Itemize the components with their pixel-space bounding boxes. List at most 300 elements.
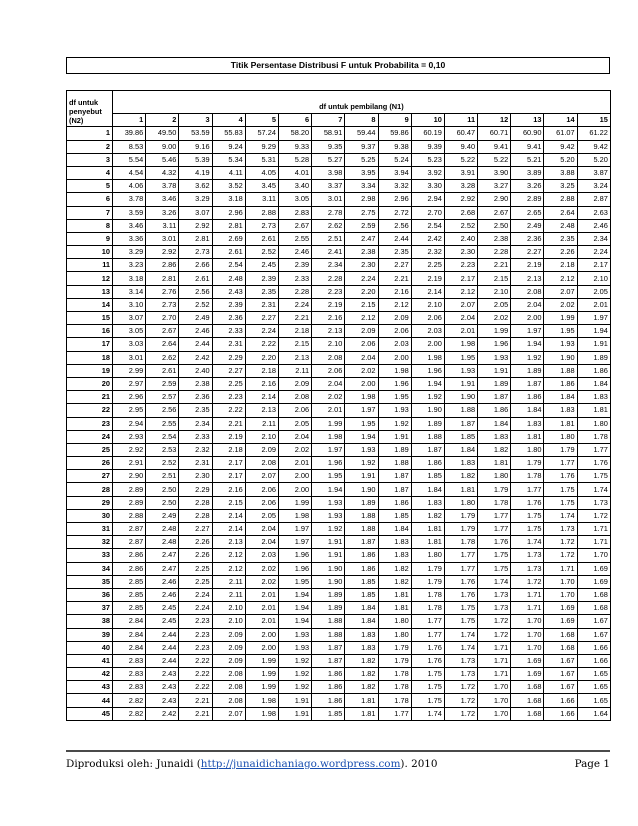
value-cell: 1.71 (478, 654, 511, 667)
table-row (67, 654, 611, 667)
column-header: 8 (345, 114, 378, 127)
value-cell: 2.62 (312, 219, 345, 232)
value-cell: 2.70 (411, 206, 444, 219)
value-cell: 2.10 (312, 338, 345, 351)
row-df2-cell: 19 (67, 364, 113, 377)
value-cell: 2.04 (312, 377, 345, 390)
value-cell: 1.96 (478, 338, 511, 351)
value-cell: 2.69 (212, 232, 245, 245)
value-cell: 1.88 (312, 628, 345, 641)
table-row (67, 219, 611, 232)
row-df2-cell: 5 (67, 180, 113, 193)
value-cell: 1.94 (577, 325, 610, 338)
value-cell: 1.89 (312, 588, 345, 601)
value-cell: 1.73 (511, 549, 544, 562)
value-cell: 2.22 (245, 338, 278, 351)
value-cell: 1.87 (378, 470, 411, 483)
value-cell: 2.04 (444, 312, 477, 325)
value-cell: 55.83 (212, 127, 245, 140)
value-cell: 2.44 (146, 628, 179, 641)
value-cell: 2.52 (444, 219, 477, 232)
value-cell: 2.15 (212, 496, 245, 509)
value-cell: 2.39 (212, 298, 245, 311)
value-cell: 2.84 (113, 628, 146, 641)
value-cell: 53.59 (179, 127, 212, 140)
value-cell: 1.87 (345, 536, 378, 549)
df1-header: df untuk pembilang (N1) (113, 91, 611, 114)
footer-divider (66, 750, 610, 752)
value-cell: 9.41 (511, 140, 544, 153)
value-cell: 2.62 (146, 351, 179, 364)
value-cell: 3.26 (146, 206, 179, 219)
value-cell: 1.75 (544, 483, 577, 496)
table-row (67, 483, 611, 496)
value-cell: 2.94 (411, 193, 444, 206)
value-cell: 2.83 (278, 206, 311, 219)
value-cell: 1.91 (378, 430, 411, 443)
value-cell: 2.83 (113, 668, 146, 681)
value-cell: 2.48 (212, 272, 245, 285)
value-cell: 2.02 (278, 443, 311, 456)
value-cell: 9.16 (179, 140, 212, 153)
value-cell: 1.82 (378, 562, 411, 575)
value-cell: 59.44 (345, 127, 378, 140)
value-cell: 2.31 (179, 457, 212, 470)
value-cell: 2.43 (146, 668, 179, 681)
value-cell: 1.77 (577, 443, 610, 456)
value-cell: 3.07 (179, 206, 212, 219)
table-row (67, 312, 611, 325)
value-cell: 1.85 (312, 707, 345, 720)
value-cell: 1.86 (345, 549, 378, 562)
value-cell: 2.84 (113, 615, 146, 628)
value-cell: 1.87 (312, 641, 345, 654)
value-cell: 1.75 (411, 668, 444, 681)
value-cell: 2.28 (312, 272, 345, 285)
value-cell: 1.78 (444, 536, 477, 549)
value-cell: 1.68 (544, 641, 577, 654)
value-cell: 2.47 (146, 549, 179, 562)
value-cell: 1.89 (378, 443, 411, 456)
value-cell: 1.82 (444, 470, 477, 483)
value-cell: 1.71 (478, 668, 511, 681)
value-cell: 2.64 (544, 206, 577, 219)
value-cell: 1.84 (378, 523, 411, 536)
value-cell: 1.67 (577, 615, 610, 628)
value-cell: 2.44 (378, 232, 411, 245)
value-cell: 1.96 (378, 377, 411, 390)
value-cell: 3.28 (444, 180, 477, 193)
value-cell: 1.83 (378, 549, 411, 562)
table-row (67, 153, 611, 166)
value-cell: 2.50 (146, 483, 179, 496)
value-cell: 1.99 (544, 312, 577, 325)
value-cell: 2.01 (245, 615, 278, 628)
value-cell: 1.86 (511, 391, 544, 404)
value-cell: 2.46 (577, 219, 610, 232)
value-cell: 2.34 (577, 232, 610, 245)
value-cell: 1.75 (544, 496, 577, 509)
value-cell: 2.32 (179, 443, 212, 456)
value-cell: 1.84 (478, 417, 511, 430)
value-cell: 2.16 (378, 285, 411, 298)
value-cell: 2.02 (245, 562, 278, 575)
value-cell: 2.90 (113, 470, 146, 483)
value-cell: 1.69 (544, 602, 577, 615)
value-cell: 2.61 (212, 246, 245, 259)
value-cell: 3.90 (478, 166, 511, 179)
row-df2-cell: 40 (67, 641, 113, 654)
value-cell: 2.55 (146, 417, 179, 430)
value-cell: 2.67 (146, 325, 179, 338)
value-cell: 2.18 (245, 364, 278, 377)
row-df2-cell: 37 (67, 602, 113, 615)
value-cell: 2.33 (179, 430, 212, 443)
value-cell: 2.38 (345, 246, 378, 259)
value-cell: 1.85 (345, 588, 378, 601)
value-cell: 2.10 (212, 615, 245, 628)
value-cell: 2.55 (278, 232, 311, 245)
value-cell: 5.31 (245, 153, 278, 166)
value-cell: 2.92 (444, 193, 477, 206)
value-cell: 3.87 (577, 166, 610, 179)
value-cell: 2.26 (544, 246, 577, 259)
row-df2-cell: 34 (67, 562, 113, 575)
value-cell: 4.06 (113, 180, 146, 193)
value-cell: 1.73 (577, 496, 610, 509)
table-row (67, 140, 611, 153)
value-cell: 2.23 (444, 259, 477, 272)
value-cell: 2.29 (179, 483, 212, 496)
value-cell: 2.61 (179, 272, 212, 285)
value-cell: 2.29 (212, 351, 245, 364)
value-cell: 2.68 (444, 206, 477, 219)
value-cell: 2.59 (345, 219, 378, 232)
row-df2-cell: 9 (67, 232, 113, 245)
table-row (67, 562, 611, 575)
value-cell: 2.35 (179, 404, 212, 417)
value-cell: 2.46 (146, 588, 179, 601)
value-cell: 2.52 (146, 457, 179, 470)
value-cell: 1.79 (478, 483, 511, 496)
value-cell: 2.85 (113, 588, 146, 601)
value-cell: 1.75 (478, 562, 511, 575)
value-cell: 5.25 (345, 153, 378, 166)
value-cell: 1.84 (345, 615, 378, 628)
value-cell: 1.91 (577, 338, 610, 351)
value-cell: 1.75 (511, 509, 544, 522)
value-cell: 2.06 (411, 312, 444, 325)
table-row (67, 496, 611, 509)
value-cell: 1.83 (577, 391, 610, 404)
value-cell: 1.79 (411, 562, 444, 575)
value-cell: 1.86 (378, 496, 411, 509)
value-cell: 2.25 (212, 377, 245, 390)
value-cell: 2.45 (146, 602, 179, 615)
value-cell: 2.10 (577, 272, 610, 285)
table-row (67, 457, 611, 470)
value-cell: 2.73 (179, 246, 212, 259)
value-cell: 3.26 (511, 180, 544, 193)
value-cell: 1.94 (411, 377, 444, 390)
value-cell: 1.66 (544, 707, 577, 720)
value-cell: 2.19 (212, 430, 245, 443)
value-cell: 1.80 (511, 443, 544, 456)
value-cell: 2.17 (212, 457, 245, 470)
value-cell: 1.93 (312, 496, 345, 509)
value-cell: 2.02 (478, 312, 511, 325)
value-cell: 2.44 (146, 641, 179, 654)
value-cell: 1.71 (577, 536, 610, 549)
value-cell: 2.19 (511, 259, 544, 272)
value-cell: 2.35 (544, 232, 577, 245)
value-cell: 2.21 (278, 312, 311, 325)
value-cell: 4.11 (212, 166, 245, 179)
value-cell: 1.69 (577, 562, 610, 575)
value-cell: 2.02 (544, 298, 577, 311)
value-cell: 2.85 (113, 575, 146, 588)
table-row (67, 523, 611, 536)
value-cell: 1.65 (577, 681, 610, 694)
value-cell: 1.81 (444, 483, 477, 496)
value-cell: 1.79 (444, 509, 477, 522)
value-cell: 1.81 (345, 694, 378, 707)
value-cell: 1.75 (411, 694, 444, 707)
table-row (67, 549, 611, 562)
footer-link[interactable]: http://junaidichaniago.wordpress.com (200, 758, 401, 770)
row-df2-cell: 4 (67, 166, 113, 179)
value-cell: 1.78 (378, 681, 411, 694)
value-cell: 1.93 (378, 404, 411, 417)
value-cell: 2.48 (146, 536, 179, 549)
value-cell: 2.14 (245, 391, 278, 404)
value-cell: 1.75 (411, 681, 444, 694)
value-cell: 3.52 (212, 180, 245, 193)
value-cell: 2.13 (312, 325, 345, 338)
table-row (67, 470, 611, 483)
table-row (67, 272, 611, 285)
value-cell: 2.56 (378, 219, 411, 232)
value-cell: 3.01 (312, 193, 345, 206)
value-cell: 3.98 (312, 166, 345, 179)
value-cell: 1.93 (345, 443, 378, 456)
value-cell: 2.04 (345, 351, 378, 364)
value-cell: 1.88 (345, 509, 378, 522)
value-cell: 2.23 (312, 285, 345, 298)
value-cell: 2.91 (113, 457, 146, 470)
value-cell: 1.74 (544, 509, 577, 522)
value-cell: 1.80 (478, 470, 511, 483)
value-cell: 1.79 (378, 654, 411, 667)
value-cell: 2.21 (378, 272, 411, 285)
value-cell: 5.21 (511, 153, 544, 166)
value-cell: 2.24 (577, 246, 610, 259)
value-cell: 3.29 (179, 193, 212, 206)
value-cell: 1.73 (478, 602, 511, 615)
value-cell: 1.95 (544, 325, 577, 338)
value-cell: 1.90 (411, 404, 444, 417)
value-cell: 1.97 (278, 536, 311, 549)
value-cell: 1.90 (444, 391, 477, 404)
df2-header: df untuk penyebut (N2) (67, 91, 113, 127)
value-cell: 1.86 (478, 404, 511, 417)
value-cell: 2.00 (511, 312, 544, 325)
value-cell: 1.79 (411, 575, 444, 588)
value-cell: 2.85 (113, 602, 146, 615)
value-cell: 2.96 (378, 193, 411, 206)
column-header: 4 (212, 114, 245, 127)
value-cell: 5.23 (411, 153, 444, 166)
value-cell: 3.59 (113, 206, 146, 219)
table-row (67, 351, 611, 364)
value-cell: 1.75 (478, 549, 511, 562)
value-cell: 9.24 (212, 140, 245, 153)
value-cell: 2.44 (179, 338, 212, 351)
row-df2-cell: 39 (67, 628, 113, 641)
value-cell: 2.24 (278, 298, 311, 311)
value-cell: 2.54 (212, 259, 245, 272)
value-cell: 2.47 (345, 232, 378, 245)
value-cell: 1.71 (478, 641, 511, 654)
value-cell: 1.87 (511, 377, 544, 390)
row-df2-cell: 45 (67, 707, 113, 720)
value-cell: 58.91 (312, 127, 345, 140)
row-df2-cell: 6 (67, 193, 113, 206)
value-cell: 1.82 (345, 654, 378, 667)
row-df2-cell: 26 (67, 457, 113, 470)
value-cell: 1.93 (544, 338, 577, 351)
value-cell: 9.38 (378, 140, 411, 153)
value-cell: 2.13 (212, 536, 245, 549)
value-cell: 1.72 (444, 694, 477, 707)
value-cell: 2.22 (179, 668, 212, 681)
value-cell: 1.77 (411, 628, 444, 641)
row-df2-cell: 32 (67, 536, 113, 549)
value-cell: 2.56 (146, 404, 179, 417)
value-cell: 2.70 (146, 312, 179, 325)
value-cell: 3.11 (146, 219, 179, 232)
value-cell: 1.98 (312, 430, 345, 443)
value-cell: 2.83 (113, 681, 146, 694)
value-cell: 1.67 (544, 668, 577, 681)
value-cell: 2.09 (245, 443, 278, 456)
value-cell: 2.30 (444, 246, 477, 259)
value-cell: 2.42 (146, 707, 179, 720)
value-cell: 2.73 (245, 219, 278, 232)
value-cell: 3.30 (411, 180, 444, 193)
value-cell: 1.81 (345, 707, 378, 720)
value-cell: 1.82 (345, 681, 378, 694)
value-cell: 4.19 (179, 166, 212, 179)
value-cell: 1.83 (345, 641, 378, 654)
value-cell: 2.21 (179, 707, 212, 720)
value-cell: 1.76 (444, 575, 477, 588)
value-cell: 3.95 (345, 166, 378, 179)
value-cell: 1.78 (378, 668, 411, 681)
value-cell: 2.13 (511, 272, 544, 285)
value-cell: 2.88 (544, 193, 577, 206)
value-cell: 2.22 (212, 404, 245, 417)
value-cell: 2.05 (577, 285, 610, 298)
value-cell: 1.92 (278, 681, 311, 694)
column-header: 14 (544, 114, 577, 127)
value-cell: 2.72 (378, 206, 411, 219)
value-cell: 1.75 (444, 602, 477, 615)
value-cell: 1.88 (312, 615, 345, 628)
value-cell: 2.12 (544, 272, 577, 285)
value-cell: 2.08 (212, 668, 245, 681)
table-row (67, 602, 611, 615)
table-row (67, 285, 611, 298)
value-cell: 1.98 (411, 351, 444, 364)
footer-suffix: ). 2010 (400, 758, 438, 770)
value-cell: 1.94 (345, 430, 378, 443)
value-cell: 2.28 (278, 285, 311, 298)
row-df2-cell: 30 (67, 509, 113, 522)
value-cell: 2.33 (212, 325, 245, 338)
table-row (67, 166, 611, 179)
value-cell: 1.81 (478, 457, 511, 470)
value-cell: 3.46 (113, 219, 146, 232)
value-cell: 1.87 (478, 391, 511, 404)
table-row (67, 127, 611, 140)
row-df2-cell: 24 (67, 430, 113, 443)
value-cell: 2.01 (245, 602, 278, 615)
value-cell: 2.01 (245, 588, 278, 601)
value-cell: 1.92 (278, 654, 311, 667)
value-cell: 2.47 (146, 562, 179, 575)
value-cell: 1.70 (544, 575, 577, 588)
value-cell: 2.03 (411, 325, 444, 338)
value-cell: 2.06 (245, 496, 278, 509)
value-cell: 1.69 (511, 654, 544, 667)
value-cell: 2.01 (577, 298, 610, 311)
value-cell: 2.24 (245, 325, 278, 338)
value-cell: 1.72 (444, 707, 477, 720)
table-row (67, 325, 611, 338)
table-row (67, 377, 611, 390)
value-cell: 2.48 (544, 219, 577, 232)
value-cell: 2.08 (312, 351, 345, 364)
value-cell: 1.81 (378, 602, 411, 615)
value-cell: 1.92 (511, 351, 544, 364)
value-cell: 1.76 (444, 588, 477, 601)
value-cell: 1.77 (444, 549, 477, 562)
value-cell: 9.33 (278, 140, 311, 153)
value-cell: 2.00 (411, 338, 444, 351)
value-cell: 2.27 (245, 312, 278, 325)
value-cell: 2.21 (212, 417, 245, 430)
value-cell: 2.23 (179, 641, 212, 654)
value-cell: 1.64 (577, 707, 610, 720)
value-cell: 2.02 (245, 575, 278, 588)
value-cell: 2.82 (113, 707, 146, 720)
value-cell: 9.00 (146, 140, 179, 153)
value-cell: 2.09 (345, 325, 378, 338)
value-cell: 2.24 (345, 272, 378, 285)
value-cell: 2.92 (179, 219, 212, 232)
value-cell: 1.78 (411, 602, 444, 615)
value-cell: 2.49 (146, 509, 179, 522)
value-cell: 1.94 (278, 602, 311, 615)
table-row (67, 246, 611, 259)
row-df2-cell: 44 (67, 694, 113, 707)
value-cell: 2.82 (113, 694, 146, 707)
value-cell: 3.62 (179, 180, 212, 193)
value-cell: 59.86 (378, 127, 411, 140)
value-cell: 1.74 (478, 575, 511, 588)
value-cell: 2.07 (212, 707, 245, 720)
